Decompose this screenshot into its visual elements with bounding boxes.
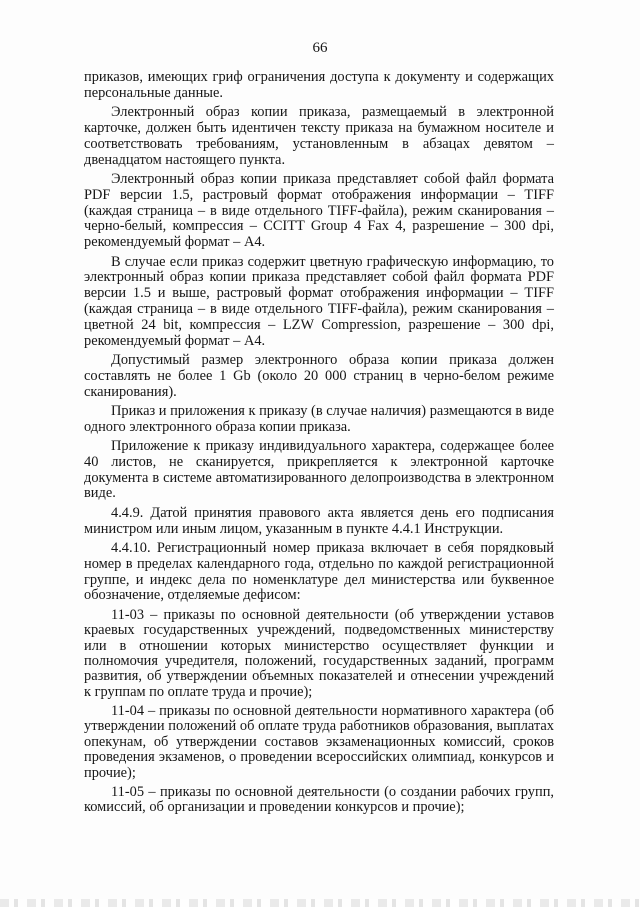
page-number: 66 (312, 40, 328, 56)
paragraph-11-03: 11-03 – приказы по основной деятельности (об утверждении уставов краевых государственных учреждений, подведомственных министерству или в отношении которых министерство осуществляет функции и полномочия учредителя, положений, государственных заданий, программ развития, об утверждении объемных показателей и отнесении учреждений к группам по оплате труда и прочие); (84, 606, 554, 700)
paragraph-electronic-image-identity: Электронный образ копии приказа, размещаемый в электронной карточке, должен быть идентичен тексту приказа на бумажном носителе и соответствовать требованиям, установленным в абзацах девятом – двенадцатом настоящего пункта. (84, 104, 554, 168)
paragraph-attachments: Приказ и приложения к приказу (в случае наличия) размещаются в виде одного электронного образа копии приказа. (84, 402, 554, 435)
paragraph-size-limit: Допустимый размер электронного образа копии приказа должен составлять не более 1 Gb (около 20 000 страниц в черно-белом режиме сканирования). (84, 351, 554, 400)
paragraph-11-05: 11-05 – приказы по основной деятельности (о создании рабочих групп, комиссий, об организации и проведении конкурсов и прочие); (84, 783, 554, 815)
paragraph-large-appendix: Приложение к приказу индивидуального характера, содержащее более 40 листов, не сканируется, прикрепляется к электронной карточке документа в системе автоматизированного делопроизводства в электронном виде. (84, 438, 554, 502)
paragraph-color-format: В случае если приказ содержит цветную графическую информацию, то электронный образ копии приказа представляет собой файл формата PDF версии 1.5 и выше, растровый формат отображения информации – TIFF (каждая страница – в виде отдельного TIFF-файла), режим сканирования – цветной 24 bit, компрессия – LZW Compression, разрешение – 300 dpi, рекомендуемый формат – А4. (84, 253, 554, 349)
paragraph-4-4-10: 4.4.10. Регистрационный номер приказа включает в себя порядковый номер в пределах календарного года, отдельно по каждой регистрационной группе, и индекс дела по номенклатуре дел министерства или буквенное обозначение, отделяемые дефисом: (84, 540, 554, 604)
paragraph-continuation: приказов, имеющих гриф ограничения доступа к документу и содержащих персональные данные. (84, 69, 554, 101)
document-body (84, 70, 554, 819)
paragraph-11-04: 11-04 – приказы по основной деятельности нормативного характера (об утверждении положений об оплате труда работников образования, выплатах опекунам, об утверждении составов экзаменационных комиссий, сроков проведения экзаменов, о проведении всероссийских олимпиад, конкурсов и прочие); (84, 702, 554, 781)
paragraph-pdf-format: Электронный образ копии приказа представляет собой файл формата PDF версии 1.5, растровый формат отображения информации – TIFF (каждая страница – в виде отдельного TIFF-файла), режим сканирования – черно-белый, компрессия – CCITT Group 4 Fax 4, разрешение – 300 dpi, рекомендуемый формат – А4. (84, 170, 554, 251)
scan-edge-artifact (0, 899, 640, 907)
paragraph-4-4-9: 4.4.9. Датой принятия правового акта является день его подписания министром или иным лицом, указанным в пункте 4.4.1 Инструкции. (84, 504, 554, 537)
